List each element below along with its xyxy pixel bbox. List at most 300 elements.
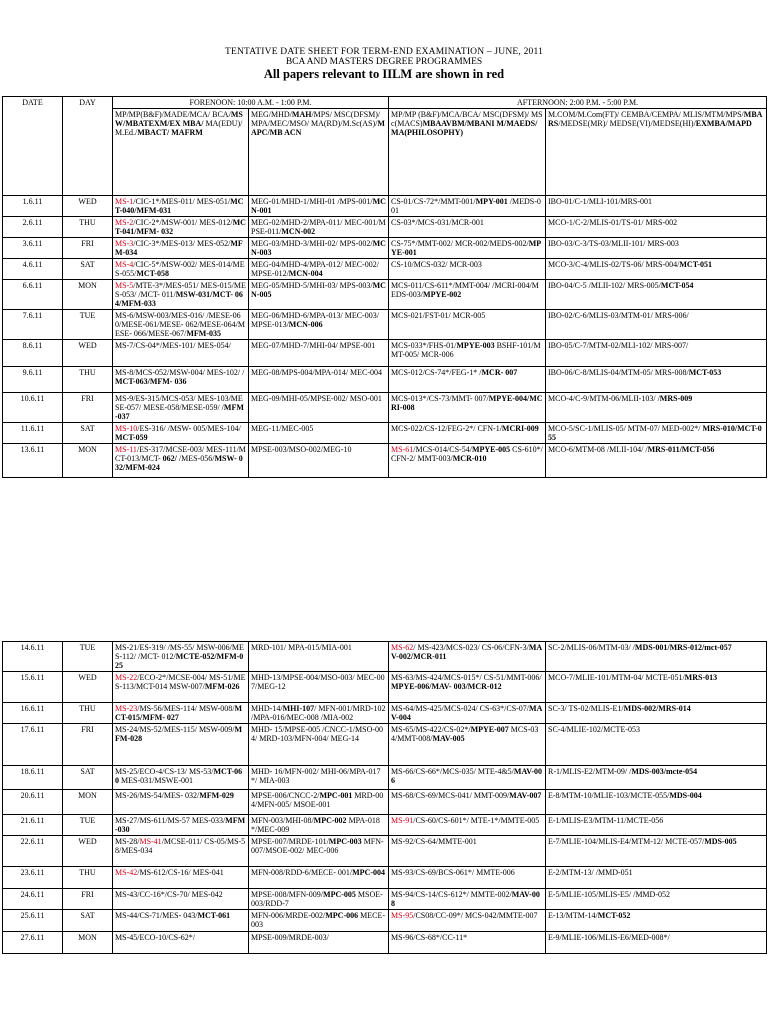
date-cell: 21.6.11 [3,815,63,836]
bold-code: MPYE-005 [471,445,511,454]
code-text: MRD-101/ MPA-015/MIA-001 [251,643,352,652]
code-text: E-2/MTM-13/ /MMD-051 [548,868,633,877]
iilm-paper: MS-4 [115,260,134,269]
bold-code: MPY-001 [475,197,508,206]
iilm-paper: MS-23 [115,704,138,713]
bold-code: MAV-002/MCR-011 [391,643,543,661]
paper-cell [113,867,249,889]
paper-cell [249,836,389,867]
code-text: /ES-317/MCSE-003/ MES-111/MCT-013/MCT- [115,445,246,463]
day-cell: THU [63,867,113,889]
code-text: /MCS-014/CS-54/ [413,445,472,454]
date-cell: 18.6.11 [3,766,63,790]
paper-cell [546,889,767,910]
day-cell: WED [63,836,113,867]
day-cell: WED [63,672,113,703]
paper-cell [113,238,249,259]
bold-code: MCN-002 [281,227,316,236]
code-text: MS-92/CS-64/MMTE-001 [391,837,477,846]
code-text: IBO-04/C-5 /MLII-102/ MRS-005/ [548,281,661,290]
bold-code: MFM-035 [186,329,221,338]
bold-code: MDS-004 [669,791,702,800]
paper-cell [546,836,767,867]
code-text: MS-65/MS-422/CS-02*/ [391,725,471,734]
code-text: MPSE-007/MRDE-101/ [251,837,329,846]
code-text: MS-26/MS-54/MES- 032/ [115,791,200,800]
code-text: MCS-013*/CS-73/MMT- 007/ [391,394,489,403]
paper-cell [249,238,389,259]
code-text: MS-94/CS-14/CS-612*/ MMTE-002/ [391,890,512,899]
code-text: IBO-02/C-6/MLIS-03/MTM-01/ MRS-006/ [548,311,689,320]
bold-code: MPC-006 [325,911,359,920]
paper-cell [546,642,767,672]
code-text: IBO-03/C-3/TS-03/MLII-101/ MRS-003 [548,239,679,248]
code-text: MS-45/ECO-10/CS-62*/ [115,933,196,942]
iilm-paper: MS-3 [115,239,134,248]
iilm-paper: MS-5 [115,281,134,290]
code-text: /CIC-3*/MES-013/ MES-052/ [133,239,231,248]
bold-code: MPYE-006/MAV- 003/MCR-012 [391,682,502,691]
paper-cell [113,672,249,703]
iilm-paper: MS-42 [115,868,138,877]
code-text: E-13/MTM-14/ [548,911,598,920]
date-cell: 15.6.11 [3,672,63,703]
code-text: MPSE-003/MSO-002/MEG-10 [251,445,352,454]
bold-code: MAH [291,110,312,119]
paper-cell [389,724,546,766]
code-text: MFN-006/MRDE-002/ [251,911,326,920]
date-cell: 14.6.11 [3,642,63,672]
bold-code: MBACT/ MAFRM [137,128,203,137]
bold-code: MCT-053 [688,368,722,377]
bold-code: MBAAVBM/MBANI M/MAEDS/MA(PHILOSOPHY) [391,119,538,137]
table-row [3,724,767,766]
code-text: MCS-021/FST-01/ MCR-005 [391,311,486,320]
bold-code: MCR- 007 [481,368,518,377]
day-cell: TUE [63,642,113,672]
paper-cell [546,423,767,444]
code-text: MS-9/ES-315/MCS-053/ MES-103/MESE-057/ MESE-058/MESE-059/ / [115,394,243,412]
code-text: /MS-612/CS-16/ MES-041 [137,868,224,877]
code-text: /MS-56/MES-114/ MSW-008/ [137,704,235,713]
bold-code: MAPC/MB ACN [251,119,385,137]
code-text: MCS-011/CS-611*/MMT-004/ /MCRI-004/MEDS-003/ [391,281,539,299]
day-header: DAY [63,97,113,196]
code-text: MEG-02/MHD-2/MPA-011/ MEC-001/MPSE-011/ [251,218,386,236]
paper-cell [249,703,389,724]
paper-cell [249,444,389,478]
day-cell: WED [63,196,113,217]
bold-code: MAV-008 [391,890,540,908]
code-text: MS-68/CS-69/MCS-041/ MMT-009/ [391,791,510,800]
date-cell: 2.6.11 [3,217,63,238]
table-row [3,836,767,867]
code-text: MSOE-003/RDD-7 [251,890,383,908]
code-text: MEG-05/MHD-5/MHI-03/ MPS-003/ [251,281,373,290]
table-row [3,238,767,259]
date-cell: 4.6.11 [3,259,63,280]
day-cell: SAT [63,259,113,280]
bold-code: MBARS [548,110,763,128]
code-text: MS-7/CS-04*/MES-101/ MES-054/ [115,341,231,350]
code-text: MFN-007/MSOE-002/ MEC-006 [251,837,384,855]
code-text: E-5/MLIE-105/MLIS-E5/ /MMD-052 [548,890,670,899]
paper-cell [546,867,767,889]
table-row [3,790,767,815]
day-cell: WED [63,340,113,367]
bold-code: MSW-031/MCT- 064/MFM-033 [115,290,243,308]
paper-cell [389,889,546,910]
code-text: CS-01/CS-72*/MMT-001/ [391,197,476,206]
code-text: MS-8/MCS-052/MSW-004/ MES-102/ / [115,368,245,377]
paper-cell [113,766,249,790]
iilm-paper: MS-95 [391,911,414,920]
code-text: M.COM/M.Com(FT)/ CEMBA/CEMPA/ MLIS/MTM/MPS/ [548,110,744,119]
code-text: MEG/MHD/ [251,110,292,119]
day-cell: FRI [63,393,113,423]
code-text: MS-64/MS-425/MCS-024/ CS-63*/CS-07/ [391,704,530,713]
code-text: SC-3/ TS-02/MLIS-E1/ [548,704,624,713]
paper-cell [113,444,249,478]
table-row [3,444,767,478]
bold-code: MSW/MBATEXM/EX MBA/ [115,110,243,128]
bold-code: MCTE-052/MFM-025 [115,652,244,670]
code-text: CS-75*/MMT-002/ MCR-002/MEDS-002/ [391,239,529,248]
paper-cell [113,367,249,393]
day-cell: MON [63,790,113,815]
paper-cell [249,932,389,954]
bold-code: MFM-034 [115,239,243,257]
paper-cell [113,932,249,954]
paper-cell [389,867,546,889]
date-cell: 24.6.11 [3,889,63,910]
exam-table-2 [2,641,767,954]
date-header: DATE [3,97,63,196]
code-text: MCO-7/MLIE-101/MTM-04/ MCTE-051/ [548,673,685,682]
paper-cell [249,867,389,889]
paper-cell [546,259,767,280]
paper-cell [389,703,546,724]
paper-cell [249,672,389,703]
bold-code: MCN-001 [251,197,386,215]
paper-cell [389,423,546,444]
code-text: MS-27/MS-611/MS-57 MES-033/ [115,816,226,825]
programme-header-1 [113,109,249,196]
paper-cell [389,310,546,340]
bold-code: MAV-005 [432,734,465,743]
table-row [3,642,767,672]
date-cell: 13.6.11 [3,444,63,478]
date-cell: 10.6.11 [3,393,63,423]
table-row [3,910,767,932]
code-text: MEG-08/MPS-004/MPA-014/ MEC-004 [251,368,383,377]
bold-code: EXMBA/MAPD [695,119,752,128]
paper-cell [389,196,546,217]
paper-cell [389,280,546,310]
code-text: MRD-004/MFN-005/ MSOE-001 [251,791,384,809]
code-text: MCO-3/C-4/MLIS-02/TS-06/ MRS-004/ [548,260,680,269]
code-text: E-1/MLIS-E3/MTM-11/MCTE-056 [548,816,664,825]
code-text: MFN-003/MHI-08/ [251,816,314,825]
bold-code: MPC-005 [323,890,356,899]
code-text: MA(EDU)/M.Ed./ [115,119,243,137]
table-row [3,423,767,444]
code-text: MPSE-008/MFN-009/ [251,890,324,899]
table-row [3,766,767,790]
iilm-paper: MS-1 [115,197,134,206]
paper-cell [113,259,249,280]
paper-cell [113,423,249,444]
code-text: SC-4/MLIE-102/MCTE-053 [548,725,640,734]
paper-cell [113,815,249,836]
bold-code: MCN-004 [288,269,323,278]
paper-cell [389,367,546,393]
paper-cell [113,724,249,766]
day-cell: SAT [63,910,113,932]
code-text: MECE-003 [251,911,386,929]
paper-cell [113,910,249,932]
code-text: MS-21/ES-319/ /MS-55/ MSW-006/MES-112/ /MCT- 012/ [115,643,244,661]
paper-cell [389,932,546,954]
bold-code: MDS-001/MRS-012/mct-057 [634,643,732,652]
paper-cell [546,444,767,478]
day-cell: FRI [63,238,113,259]
code-text: CS-03*/MCS-031/MCR-001 [391,218,484,227]
paper-cell [389,836,546,867]
title-line-3: All papers relevant to IILM are shown in red [263,67,505,81]
day-cell: SAT [63,766,113,790]
bold-code: MCT-015/MFM- 027 [115,704,243,722]
paper-cell [546,217,767,238]
paper-cell [389,815,546,836]
paper-cell [113,217,249,238]
code-text: MHD-14/ [251,704,283,713]
code-text: MS-44/CS-71/MES- 043/ [115,911,198,920]
bold-code: MCT-063/MFM- 036 [115,377,187,386]
code-text: /CS-60/CS-601*/ MTE-1*/MMTE-005 [413,816,540,825]
paper-cell [389,790,546,815]
paper-cell [546,367,767,393]
code-text: MCO-6/MTM-08 /MLII-104/ / [548,445,648,454]
bold-code: MPC-001 [319,791,353,800]
paper-cell [546,815,767,836]
code-text: MS-28/ [115,837,140,846]
paper-cell [546,724,767,766]
code-text: R-1/MLIS-E2/MTM-09/ / [548,767,632,776]
code-text: MS-96/CS-68*/CC-11* [391,933,468,942]
code-text: MEG-07/MHD-7/MHI-04/ MPSE-001 [251,341,376,350]
table-row [3,932,767,954]
bold-code: MRS-013 [684,673,718,682]
iilm-paper: MS-22 [115,673,138,682]
code-text: MPSE-006/CNCC-2/ [251,791,320,800]
paper-cell [249,724,389,766]
paper-cell [249,310,389,340]
day-cell: THU [63,367,113,393]
paper-cell [389,910,546,932]
paper-cell [249,340,389,367]
paper-cell [389,766,546,790]
bold-code: MSW- 032/MFM-024 [115,454,243,472]
code-text: /CIC-1*/MES-011/ MES-051/ [133,197,231,206]
code-text: MCS-012/CS-74*/FEG-1* / [391,368,482,377]
bold-code: MCT-051 [679,260,712,269]
paper-cell [113,642,249,672]
paper-cell [113,196,249,217]
code-text: MS-63/MS-424/MCS-015*/ CS-51/MMT-006/ [391,673,542,682]
code-text: MEG-01/MHD-1/MHI-01 /MPS-001/ [251,197,373,206]
bold-code: MCT-060 [115,767,243,785]
code-text: /ES-316/ /MSW- 005/MES-104/ [137,424,241,433]
paper-cell [389,217,546,238]
day-cell: SAT [63,423,113,444]
paper-cell [249,367,389,393]
paper-cell [389,340,546,367]
code-text: /MCSE-011/ CS-05/MS-58/MES-034 [115,837,246,855]
paper-cell [249,280,389,310]
paper-cell [546,672,767,703]
date-cell: 6.6.11 [3,280,63,310]
code-text: IBO-06/C-8/MLIS-04/MTM-05/ MRS-008/ [548,368,689,377]
code-text: /CS08/CC-09*/ MCS-042/MMTE-007 [413,911,538,920]
bold-code: MRS-011/MCT-056 [647,445,715,454]
code-text: MCS-022/CS-12/FEG-2*/ CFN-1/ [391,424,502,433]
code-text: MS-43/CC-16*/CS-70/ MES-042 [115,890,223,899]
code-text: MHD- 15/MPSE-005 /CNCC-1/MSO-004/ MRD-103/MFN-004/ MEG-14 [251,725,384,743]
day-cell: FRI [63,724,113,766]
paper-cell [113,836,249,867]
date-cell: 3.6.11 [3,238,63,259]
code-text: MCO-1/C-2/MLIS-01/TS-01/ MRS-002 [548,218,678,227]
code-text: / MFN-001/MRD-102 /MPA-016/MEC-008 /MIA-002 [251,704,386,722]
bold-code: MCT-040/MFM-031 [115,197,244,215]
table-row [3,280,767,310]
bold-code: MPYE-003 [456,341,495,350]
bold-code: MFM-029 [199,791,234,800]
paper-cell [389,444,546,478]
day-cell: MON [63,444,113,478]
bold-code: MRS-010/MCT-055 [548,424,762,442]
bold-code: MFM-028 [115,725,243,743]
code-text: E-8/MTM-10/MLIE-103/MCTE-055/ [548,791,670,800]
paper-cell [249,790,389,815]
date-cell: 1.6.11 [3,196,63,217]
exam-table-1 [2,96,767,478]
bold-code: MCRI-009 [501,424,539,433]
code-text: MS-25/ECO-4/CS-13/ MS-53/ [115,767,214,776]
code-text: CS-610*/CFN-2/ MMT-003/ [391,445,543,463]
bold-code: MCT-052 [597,911,631,920]
day-cell: MON [63,280,113,310]
day-cell: THU [63,703,113,724]
iilm-paper: MS-11 [115,445,137,454]
paper-cell [249,393,389,423]
code-text: MHD- 16/MFN-002/ MHI-06/MPA-017*/ MIA-003 [251,767,381,785]
code-text: MEG-03/MHD-3/MHI-02/ MPS-002/ [251,239,373,248]
code-text: SC-2/MLIS-06/MTM-03/ / [548,643,635,652]
code-text: MS-66/CS-66*/MCS-035/ MTE-4&5/ [391,767,514,776]
bold-code: MPC-004 [352,868,386,877]
code-text: /CIC-2*/MSW-001/ MES-012/ [133,218,233,227]
paper-cell [113,703,249,724]
date-cell: 20.6.11 [3,790,63,815]
date-cell: 27.6.11 [3,932,63,954]
code-text: MEG-09/MHI-05/MPSE-002/ MSO-001 [251,394,382,403]
bold-code: MPYE-002 [423,290,462,299]
code-text: /MEDSE(MR)/ MEDSE(VI)/MEDSE(HI)/ [558,119,696,128]
paper-cell [546,238,767,259]
table-row [3,217,767,238]
paper-cell [389,238,546,259]
forenoon-header: FORENOON: 10:00 A.M. - 1:00 P.M. [113,97,389,109]
table-row [3,340,767,367]
code-text: /ECO-2*/MCSE-004/ MS-51/MES-113/MCT-014 MSW-007/ [115,673,246,691]
paper-cell [249,642,389,672]
table-row [3,672,767,703]
paper-cell [249,815,389,836]
code-text: MP/MP (B&F)/MCA/BCA/ MSC(DFSM)/ MSc(MACS) [391,110,543,128]
date-cell: 17.6.11 [3,724,63,766]
code-text: MCS-034/MMT-008/ [391,725,539,743]
bold-code: MDS-003/mcte-054 [631,767,698,776]
programme-header-4 [546,109,767,196]
code-text: MPSE-009/MRDE-003/ [251,933,329,942]
iilm-paper: MS-41 [139,837,162,846]
bold-code: MCN-003 [251,239,386,257]
paper-cell [249,423,389,444]
code-text: MPA-018*/MEC-009 [251,816,380,834]
paper-cell [389,393,546,423]
paper-cell [546,703,767,724]
programme-header-3 [389,109,546,196]
bold-code: MPYE-001 [391,239,542,257]
code-text: /MES-056/ [176,454,215,463]
bold-code: MCT-061 [197,911,231,920]
day-cell: MON [63,932,113,954]
paper-cell [249,910,389,932]
paper-cell [113,280,249,310]
bold-code: MCT-041/MFM- 032 [115,218,246,236]
date-cell: 16.6.11 [3,703,63,724]
paper-cell [113,310,249,340]
iilm-paper: MS-91 [391,816,414,825]
title-line-2: BCA AND MASTERS DEGREE PROGRAMMES [285,57,483,67]
code-text: MHD-13/MPSE-004/MSO-003/ MEC-007/MEG-12 [251,673,385,691]
table-row [3,815,767,836]
afternoon-header: AFTERNOON: 2:00 P.M. - 5:00 P.M. [389,97,767,109]
paper-cell [546,932,767,954]
code-text: MEG-06/MHD-6/MPA-013/ MEC-003/MPSE-013/ [251,311,379,329]
bold-code: MAV-004 [391,704,543,722]
bold-code: MDS-002/MRS-014 [623,704,691,713]
paper-cell [389,259,546,280]
bold-code: MCT-054 [660,281,694,290]
bold-code: MDS-005 [704,837,737,846]
paper-cell [249,766,389,790]
day-cell: TUE [63,815,113,836]
table-row [3,393,767,423]
bold-code: MFM-026 [204,682,240,691]
paper-cell [389,642,546,672]
paper-cell [113,790,249,815]
bold-code: MPC-003 [328,837,362,846]
table-row [3,196,767,217]
date-cell: 8.6.11 [3,340,63,367]
code-text: MFN-008/RDD-6/MECE- 001/ [251,868,353,877]
code-text: E-7/MLIE-104/MLIS-E4/MTM-12/ MCTE-057/ [548,837,705,846]
bold-code: MPC-002 [313,816,347,825]
bold-code: MCR-010 [452,454,487,463]
